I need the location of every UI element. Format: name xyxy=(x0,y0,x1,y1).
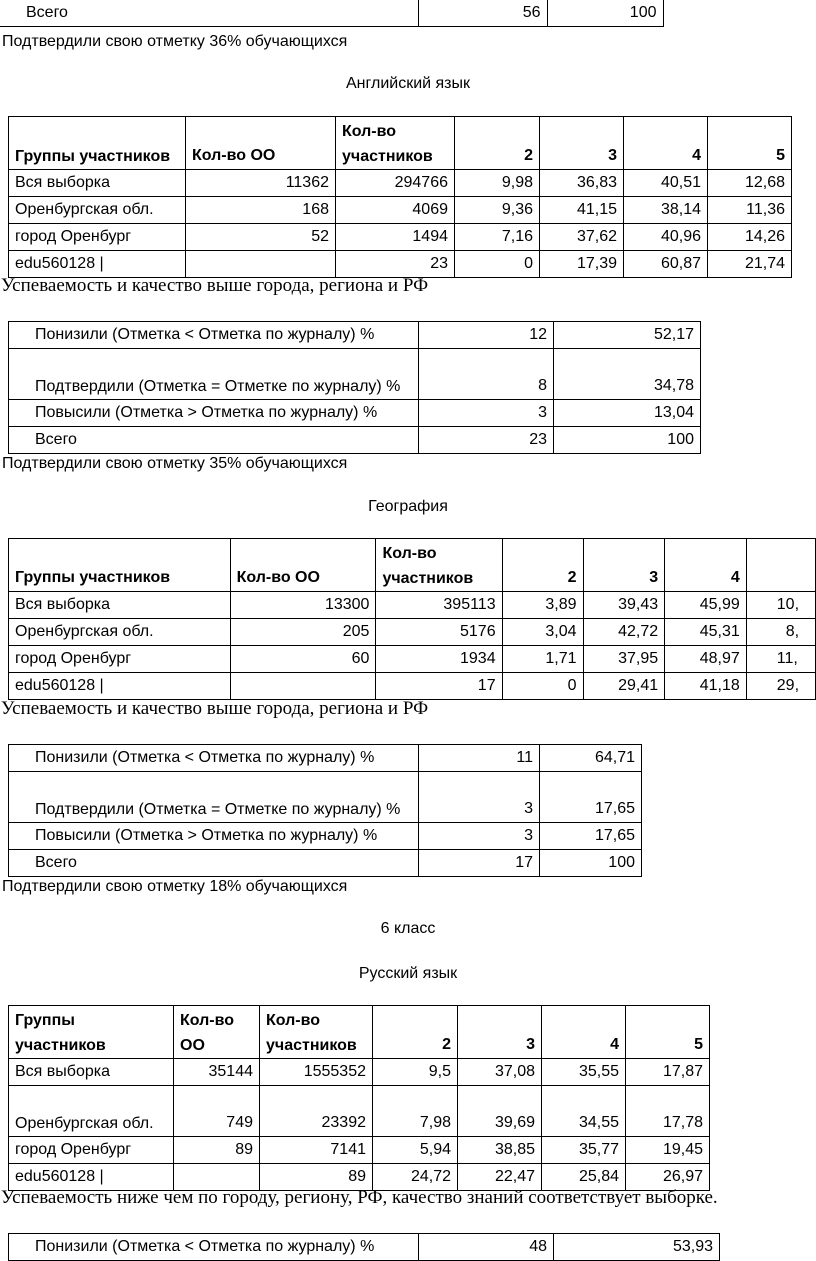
cell: 60,87 xyxy=(624,251,708,278)
cell: 37,62 xyxy=(540,224,624,251)
summary-label: Всего xyxy=(9,427,419,454)
cell xyxy=(230,673,376,700)
header-grade-2: 2 xyxy=(373,1006,458,1059)
header-participants: Кол-во участников xyxy=(336,117,455,170)
header-oo-count: Кол-во ОО xyxy=(230,539,376,592)
cell: 35144 xyxy=(174,1059,260,1086)
cell: 10, xyxy=(746,592,815,619)
summary-percent: 53,93 xyxy=(554,1234,720,1261)
cell: 7,98 xyxy=(373,1086,458,1137)
summary-count: 12 xyxy=(419,322,554,349)
table-header-row xyxy=(9,117,792,170)
geography-summary-table xyxy=(8,744,642,877)
summary-percent: 52,17 xyxy=(554,322,701,349)
cell: 11362 xyxy=(186,170,336,197)
cell: 37,95 xyxy=(583,646,665,673)
table-row xyxy=(9,850,642,877)
cell: 1494 xyxy=(336,224,455,251)
cell: город Оренбург xyxy=(9,1137,174,1164)
table-row xyxy=(9,772,642,823)
cell: 1,71 xyxy=(502,646,583,673)
cell: 21,74 xyxy=(708,251,792,278)
note-text: Подтвердили свою отметку 35% обучающихся xyxy=(2,455,348,472)
table-row xyxy=(9,1059,710,1086)
summary-label: Подтвердили (Отметка = Отметке по журналу) % xyxy=(9,772,419,823)
russian-summary-table xyxy=(8,1233,720,1261)
summary-label: Повысили (Отметка > Отметка по журналу) % xyxy=(9,823,419,850)
header-grade-2: 2 xyxy=(455,117,540,170)
summary-label: Понизили (Отметка < Отметка по журналу) % xyxy=(9,745,419,772)
summary-label: Повысили (Отметка > Отметка по журналу) % xyxy=(9,400,419,427)
conclusion-text: Успеваемость и качество выше города, региона и РФ xyxy=(1,275,429,296)
cell: 1555352 xyxy=(260,1059,373,1086)
header-oo-count: Кол-во ОО xyxy=(174,1006,260,1059)
top-summary-table xyxy=(0,0,664,27)
table-header-row xyxy=(9,539,816,592)
table-row xyxy=(9,619,816,646)
cell: 40,96 xyxy=(624,224,708,251)
cell: город Оренбург xyxy=(9,646,231,673)
table-row xyxy=(9,197,792,224)
summary-label: Подтвердили (Отметка = Отметке по журналу) % xyxy=(9,349,419,400)
section-title-russian: Русский язык xyxy=(358,965,458,982)
cell: 9,36 xyxy=(455,197,540,224)
cell: 7,16 xyxy=(455,224,540,251)
cell: 36,83 xyxy=(540,170,624,197)
summary-percent: 34,78 xyxy=(554,349,701,400)
cell: Вся выборка xyxy=(9,592,231,619)
summary-count: 11 xyxy=(419,745,540,772)
table-row xyxy=(9,224,792,251)
cell: 3,04 xyxy=(502,619,583,646)
english-results-table xyxy=(8,116,792,278)
header-groups: Группы участников xyxy=(9,539,231,592)
cell: 89 xyxy=(174,1137,260,1164)
section-title-geography: География xyxy=(368,498,448,515)
header-groups: Группы участников xyxy=(9,117,186,170)
cell: Оренбургская обл. xyxy=(9,1086,174,1137)
cell: 14,26 xyxy=(708,224,792,251)
cell: 25,84 xyxy=(542,1164,626,1191)
cell: 7141 xyxy=(260,1137,373,1164)
english-summary-table xyxy=(8,321,701,454)
cell: 60 xyxy=(230,646,376,673)
cell: 39,69 xyxy=(458,1086,542,1137)
cell: 41,15 xyxy=(540,197,624,224)
table-row xyxy=(9,349,701,400)
cell: 22,47 xyxy=(458,1164,542,1191)
table-row xyxy=(9,1234,720,1261)
cell: 395113 xyxy=(376,592,502,619)
header-grade-5 xyxy=(746,539,815,592)
header-grade-5: 5 xyxy=(626,1006,710,1059)
cell: 13300 xyxy=(230,592,376,619)
summary-label: Понизили (Отметка < Отметка по журналу) % xyxy=(9,322,419,349)
table-row xyxy=(9,592,816,619)
header-grade-2: 2 xyxy=(502,539,583,592)
cell: 29,41 xyxy=(583,673,665,700)
summary-percent: 64,71 xyxy=(540,745,642,772)
cell: 39,43 xyxy=(583,592,665,619)
summary-label: Всего xyxy=(0,0,418,27)
summary-label: Понизили (Отметка < Отметка по журналу) % xyxy=(9,1234,419,1261)
cell: edu560128 | xyxy=(9,673,231,700)
header-grade-4: 4 xyxy=(665,539,747,592)
cell: 17,78 xyxy=(626,1086,710,1137)
cell: 37,08 xyxy=(458,1059,542,1086)
russian-results-table xyxy=(8,1005,710,1191)
header-grade-3: 3 xyxy=(583,539,665,592)
cell: 17,39 xyxy=(540,251,624,278)
cell: Оренбургская обл. xyxy=(9,197,186,224)
summary-percent: 13,04 xyxy=(554,400,701,427)
cell: 23 xyxy=(336,251,455,278)
cell: город Оренбург xyxy=(9,224,186,251)
cell: 24,72 xyxy=(373,1164,458,1191)
cell: 0 xyxy=(455,251,540,278)
table-row xyxy=(9,823,642,850)
cell: 26,97 xyxy=(626,1164,710,1191)
cell: 45,31 xyxy=(665,619,747,646)
cell: 1934 xyxy=(376,646,502,673)
cell: 5176 xyxy=(376,619,502,646)
cell: 34,55 xyxy=(542,1086,626,1137)
summary-percent: 100 xyxy=(547,0,663,27)
cell: 19,45 xyxy=(626,1137,710,1164)
summary-count: 17 xyxy=(419,850,540,877)
cell: 29, xyxy=(746,673,815,700)
cell: edu560128 | xyxy=(9,1164,174,1191)
cell: 12,68 xyxy=(708,170,792,197)
summary-count: 23 xyxy=(419,427,554,454)
cell: 11, xyxy=(746,646,815,673)
cell: 294766 xyxy=(336,170,455,197)
table-row xyxy=(9,1086,710,1137)
header-grade-4: 4 xyxy=(542,1006,626,1059)
cell: 48,97 xyxy=(665,646,747,673)
cell: 38,14 xyxy=(624,197,708,224)
table-row xyxy=(9,673,816,700)
cell: Вся выборка xyxy=(9,170,186,197)
note-text: Подтвердили свою отметку 36% обучающихся xyxy=(2,33,348,50)
summary-label: Всего xyxy=(9,850,419,877)
cell: edu560128 | xyxy=(9,251,186,278)
cell: 3,89 xyxy=(502,592,583,619)
table-row xyxy=(9,745,642,772)
cell: 45,99 xyxy=(665,592,747,619)
cell: 42,72 xyxy=(583,619,665,646)
cell: 35,55 xyxy=(542,1059,626,1086)
summary-count: 48 xyxy=(419,1234,554,1261)
cell: 749 xyxy=(174,1086,260,1137)
cell: 9,5 xyxy=(373,1059,458,1086)
cell: 38,85 xyxy=(458,1137,542,1164)
header-grade-4: 4 xyxy=(624,117,708,170)
class-title: 6 класс xyxy=(380,920,436,937)
header-oo-count: Кол-во ОО xyxy=(186,117,336,170)
table-row xyxy=(0,0,663,27)
cell: 17,87 xyxy=(626,1059,710,1086)
table-row xyxy=(9,170,792,197)
cell: 40,51 xyxy=(624,170,708,197)
summary-percent: 100 xyxy=(554,427,701,454)
summary-count: 3 xyxy=(419,772,540,823)
cell: 0 xyxy=(502,673,583,700)
summary-count: 3 xyxy=(419,823,540,850)
conclusion-text: Успеваемость и качество выше города, региона и РФ xyxy=(1,698,429,719)
geography-results-table xyxy=(8,538,816,700)
table-row xyxy=(9,400,701,427)
summary-percent: 17,65 xyxy=(540,772,642,823)
summary-count: 3 xyxy=(419,400,554,427)
table-row xyxy=(9,322,701,349)
summary-count: 8 xyxy=(419,349,554,400)
header-participants: Кол-во участников xyxy=(260,1006,373,1059)
summary-percent: 17,65 xyxy=(540,823,642,850)
cell: 89 xyxy=(260,1164,373,1191)
header-participants: Кол-во участников xyxy=(376,539,502,592)
cell: Оренбургская обл. xyxy=(9,619,231,646)
cell: 17 xyxy=(376,673,502,700)
cell: 205 xyxy=(230,619,376,646)
header-grade-3: 3 xyxy=(540,117,624,170)
table-header-row xyxy=(9,1006,710,1059)
header-grade-5: 5 xyxy=(708,117,792,170)
cell: 5,94 xyxy=(373,1137,458,1164)
table-row xyxy=(9,1137,710,1164)
summary-count: 56 xyxy=(418,0,547,27)
conclusion-text: Успеваемость ниже чем по городу, региону, РФ, качество знаний соответствует выборке. xyxy=(1,1187,718,1208)
cell: 168 xyxy=(186,197,336,224)
cell: 8, xyxy=(746,619,815,646)
summary-percent: 100 xyxy=(540,850,642,877)
table-row xyxy=(9,427,701,454)
cell: 23392 xyxy=(260,1086,373,1137)
cell: 41,18 xyxy=(665,673,747,700)
cell: 4069 xyxy=(336,197,455,224)
cell: 11,36 xyxy=(708,197,792,224)
cell: 35,77 xyxy=(542,1137,626,1164)
header-grade-3: 3 xyxy=(458,1006,542,1059)
table-row xyxy=(9,646,816,673)
note-text: Подтвердили свою отметку 18% обучающихся xyxy=(2,878,348,895)
section-title-english: Английский язык xyxy=(345,75,471,92)
cell: Вся выборка xyxy=(9,1059,174,1086)
header-groups: Группы участников xyxy=(9,1006,174,1059)
cell: 9,98 xyxy=(455,170,540,197)
cell: 52 xyxy=(186,224,336,251)
